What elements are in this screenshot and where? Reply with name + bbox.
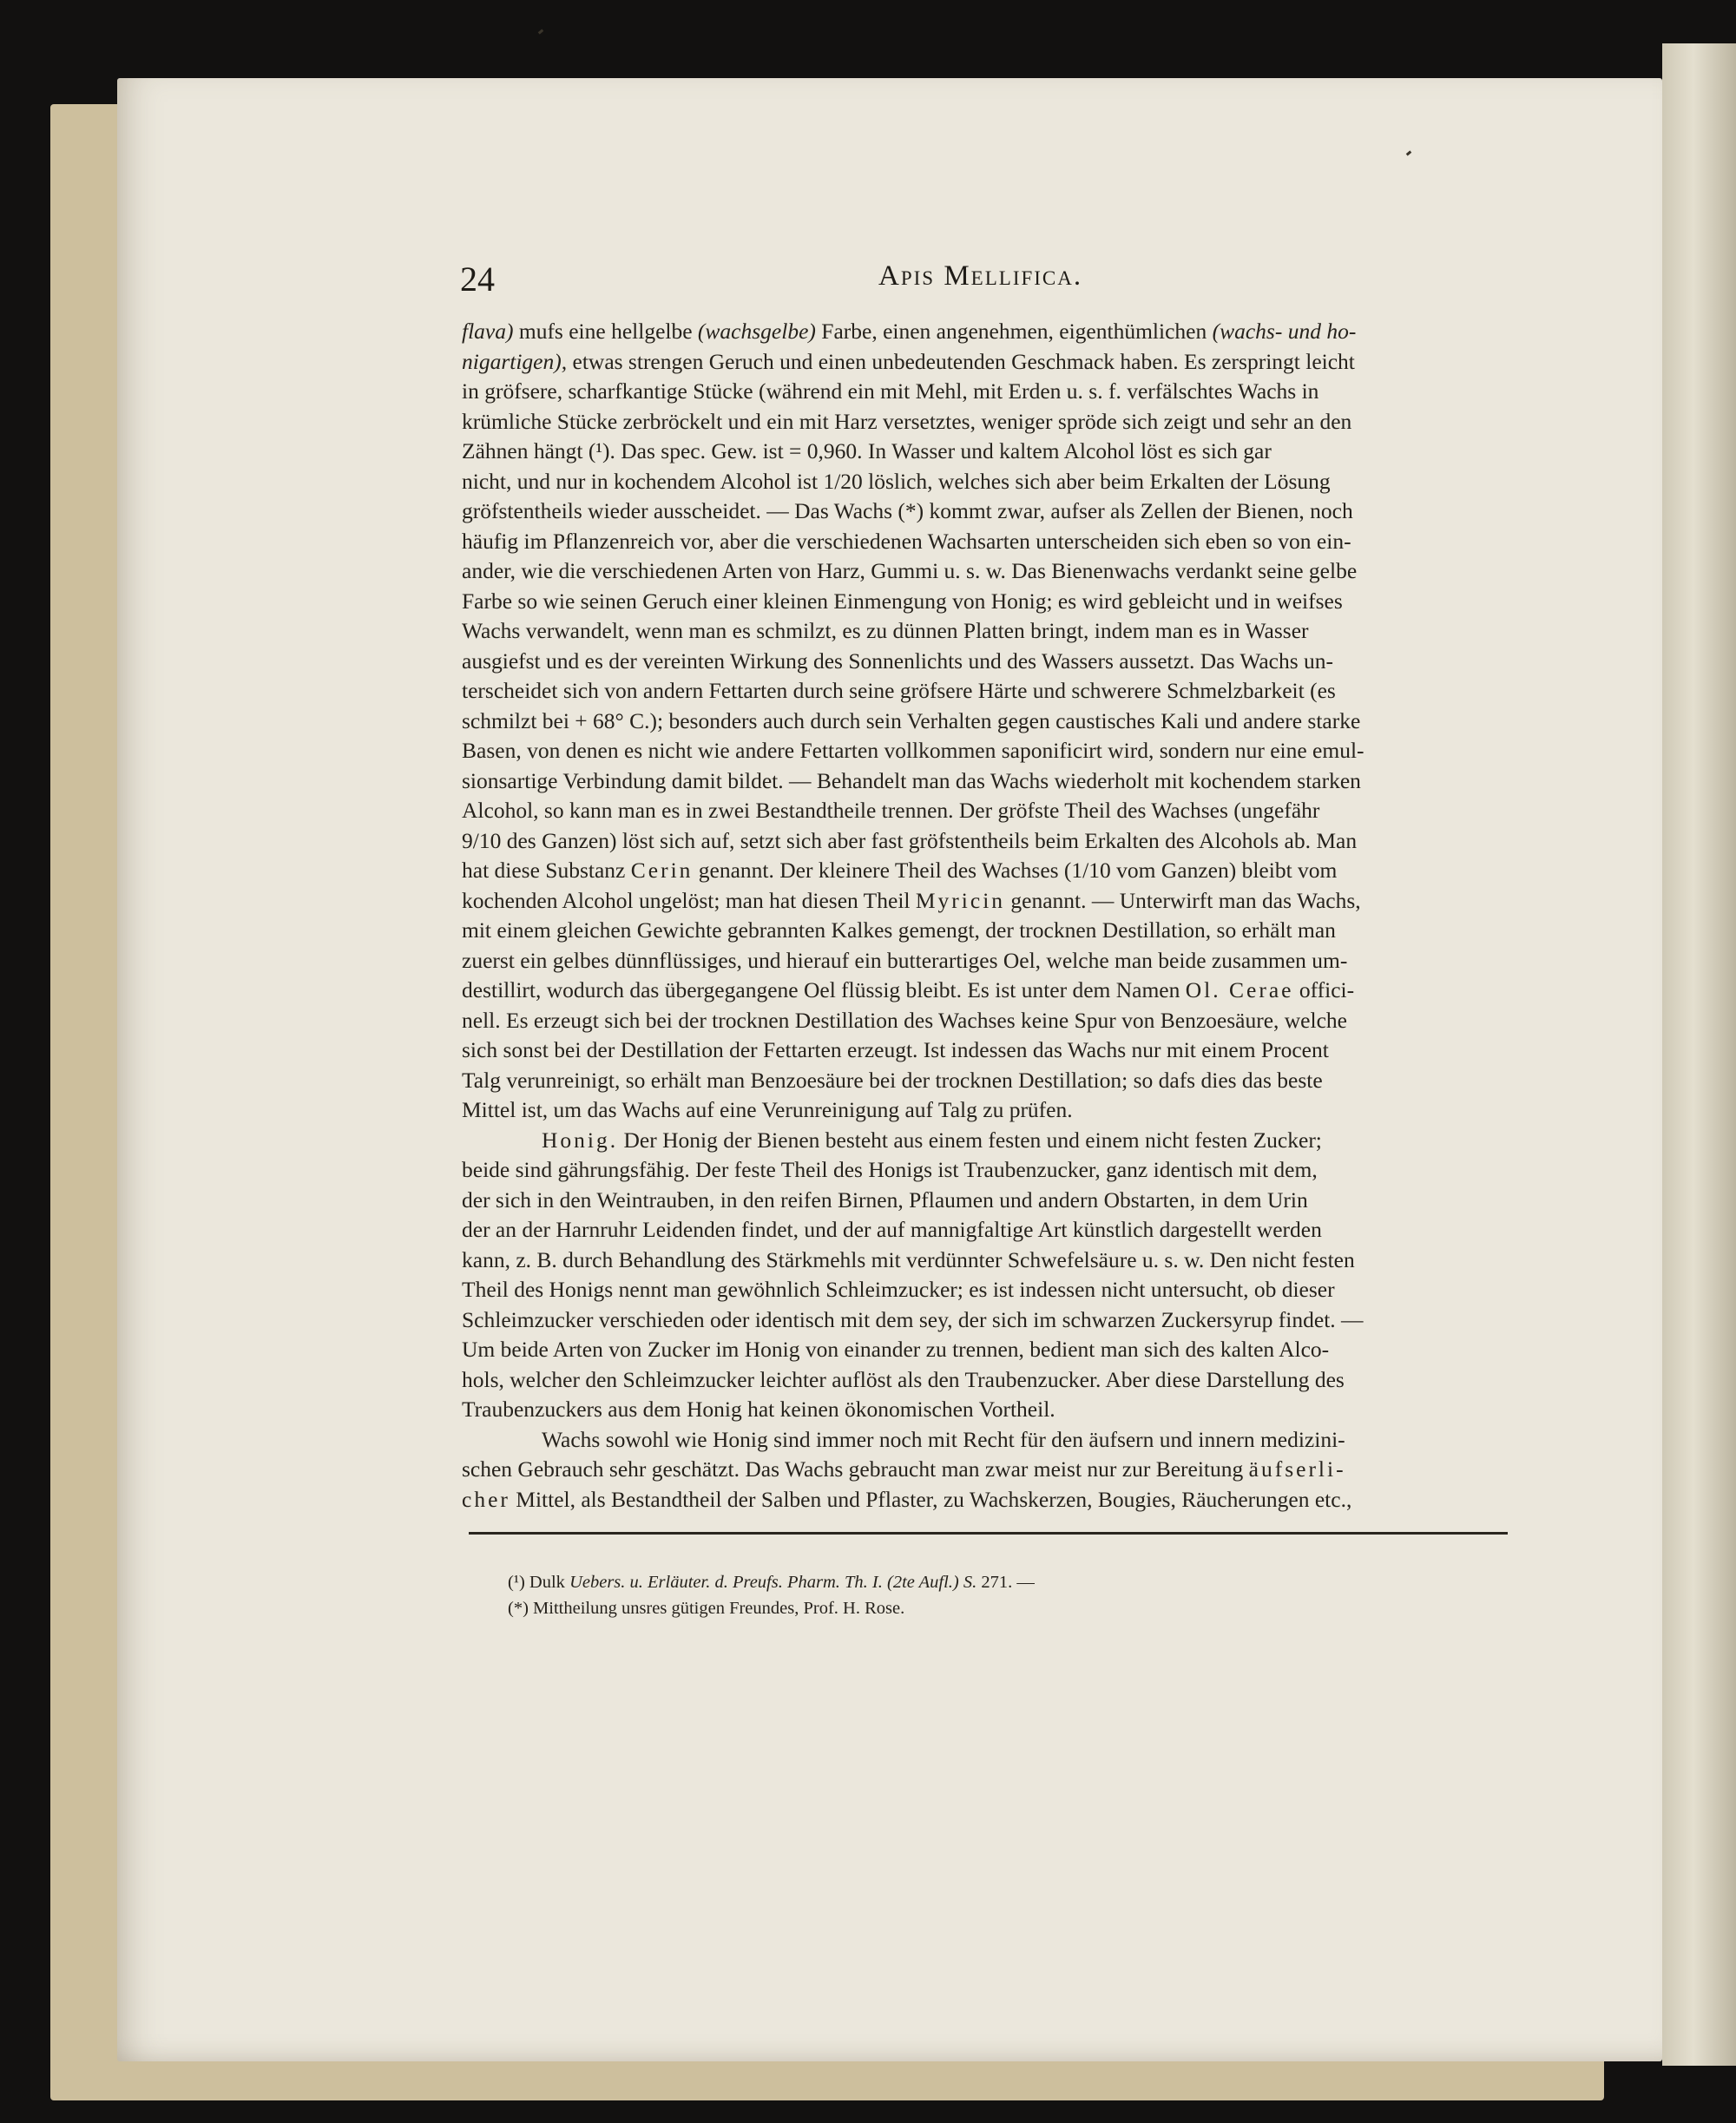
text-line: Mittel ist, um das Wachs auf eine Verunreinigung auf Talg zu prüfen. (462, 1097, 1073, 1122)
text-line: häufig im Pflanzenreich vor, aber die verschiedenen Wachsarten unterscheiden sich eben so von ein- (462, 528, 1351, 554)
spaced-term: cher (462, 1486, 510, 1512)
book-binding-edge (1662, 43, 1736, 2066)
text-line: gröfstentheils wieder ausscheidet. — Das Wachs (*) kommt zwar, aufser als Zellen der Bienen, noch (462, 498, 1353, 523)
text-line: 9/10 des Ganzen) löst sich auf, setzt sich aber fast gröfstentheils beim Erkalten des Alcohols ab. Man (462, 827, 1358, 853)
text-line: Basen, von denen es nicht wie andere Fettarten vollkommen saponificirt wird, sondern nur eine emul- (462, 738, 1364, 763)
text-line: Alcohol, so kann man es in zwei Bestandtheile trennen. Der gröfste Theil des Wachses (ungefähr (462, 798, 1320, 823)
text-line: Traubenzuckers aus dem Honig hat keinen ökonomischen Vortheil. (462, 1397, 1055, 1422)
paragraph-wax (462, 317, 1508, 1126)
text-line: kann, z. B. durch Behandlung des Stärkmehls mit verdünnter Schwefelsäure u. s. w. Den nicht festen (462, 1246, 1355, 1272)
text-line: Um beide Arten von Zucker im Honig von einander zu trennen, bedient man sich des kalten Alco- (462, 1337, 1330, 1362)
text-line: schen Gebrauch sehr geschätzt. Das Wachs gebraucht man zwar meist nur zur Bereitung äufserli- (462, 1456, 1346, 1482)
footnote-2: (*) Mittheilung unsres gütigen Freundes, Prof. H. Rose. (508, 1599, 905, 1618)
paragraph-honey (462, 1126, 1508, 1425)
text-line: destillirt, wodurch das übergegangene Oel flüssig bleibt. Es ist unter dem Namen Ol. Cerae offici- (462, 977, 1355, 1002)
text-line: nigartigen), etwas strengen Geruch und einen unbedeutenden Geschmack haben. Es zerspringt leicht (462, 348, 1355, 374)
text-line: cher Mittel, als Bestandtheil der Salben und Pflaster, zu Wachskerzen, Bougies, Räucherungen etc., (462, 1486, 1352, 1512)
spaced-term: Myricin (915, 887, 1006, 913)
fraction: 1/10 (1071, 858, 1111, 883)
text-line: in gröfsere, scharfkantige Stücke (während ein mit Mehl, mit Erden u. s. f. verfälschtes Wachs in (462, 378, 1319, 404)
text-line: terscheidet sich von andern Fettarten durch seine gröfsere Härte und schwerere Schmelzbarkeit (es (462, 678, 1336, 703)
text-line: Schleimzucker verschieden oder identisch mit dem sey, der sich im schwarzen Zuckersyrup findet. — (462, 1306, 1364, 1332)
text-line: sionsartige Verbindung damit bildet. — Behandelt man das Wachs wiederholt mit kochendem starken (462, 767, 1361, 793)
text-line: Farbe so wie seinen Geruch einer kleinen Einmengung von Honig; es wird gebleicht und in weifses (462, 588, 1343, 614)
footnotes (508, 1569, 1463, 1621)
fraction: 9/10 (462, 827, 502, 853)
body-text (462, 317, 1508, 1515)
text-line: kochenden Alcohol ungelöst; man hat diesen Theil Myricin genannt. — Unterwirft man das Wachs, (462, 887, 1361, 913)
text-line: Talg verunreinigt, so erhält man Benzoesäure bei der trocknen Destillation; so dafs dies das beste (462, 1067, 1323, 1093)
page-speck (538, 29, 544, 34)
text-line: hols, welcher den Schleimzucker leichter auflöst als den Traubenzucker. Aber diese Darstellung des (462, 1366, 1345, 1392)
text-line: Wachs verwandelt, wenn man es schmilzt, es zu dünnen Platten bringt, indem man es in Wasser (462, 618, 1309, 643)
text-line: zuerst ein gelbes dünnflüssiges, und hierauf ein butterartiges Oel, welche man beide zusammen um- (462, 947, 1348, 973)
running-title: Apis Mellifica. (878, 260, 1083, 292)
text-line: flava) mufs eine hellgelbe (wachsgelbe) Farbe, einen angenehmen, eigenthümlichen (wachs- und ho- (462, 319, 1357, 344)
text-line: der an der Harnruhr Leidenden findet, und der auf mannigfaltige Art künstlich dargestellt werden (462, 1217, 1322, 1242)
fraction: 1/20 (823, 468, 863, 494)
spaced-term: Cerin (630, 858, 694, 883)
page-speck (1406, 150, 1412, 155)
text-line: mit einem gleichen Gewichte gebrannten Kalkes gemengt, der trocknen Destillation, so erhält man (462, 917, 1336, 943)
text-line: ander, wie die verschiedenen Arten von Harz, Gummi u. s. w. Das Bienenwachs verdankt seine gelbe (462, 558, 1358, 583)
text-line: krümliche Stücke zerbröckelt und ein mit Harz versetztes, weniger spröde sich zeigt und sehr an den (462, 408, 1352, 434)
text-line: Honig. Der Honig der Bienen besteht aus einem festen und einem nicht festen Zucker; (542, 1127, 1322, 1153)
paragraph-uses (462, 1425, 1508, 1515)
text-line: nicht, und nur in kochendem Alcohol ist 1/20 löslich, welches sich aber beim Erkalten der Lösung (462, 468, 1331, 494)
text-line: der sich in den Weintrauben, in den reifen Birnen, Pflaumen und andern Obstarten, in dem Urin (462, 1186, 1308, 1213)
text-line: beide sind gährungsfähig. Der feste Theil des Honigs ist Traubenzucker, ganz identisch mit dem, (462, 1157, 1318, 1182)
text-line: ausgiefst und es der vereinten Wirkung des Sonnenlichts und des Wassers aussetzt. Das Wachs un- (462, 647, 1334, 674)
text-line: Theil des Honigs nennt man gewöhnlich Schleimzucker; es ist indessen nicht untersucht, ob dieser (462, 1277, 1335, 1302)
text-line: schmilzt bei + 68° C.); besonders auch durch sein Verhalten gegen caustisches Kali und andere starke (462, 707, 1361, 733)
running-head (460, 259, 1506, 302)
page-number: 24 (460, 260, 495, 299)
text-line: Zähnen hängt (¹). Das spec. Gew. ist = 0,960. In Wasser und kaltem Alcohol löst es sich gar (462, 438, 1272, 463)
text-line: nell. Es erzeugt sich bei der trocknen Destillation des Wachses keine Spur von Benzoesäure, welche (462, 1007, 1347, 1033)
footnote-1: (¹) Dulk Uebers. u. Erläuter. d. Preufs. Pharm. Th. I. (2te Aufl.) S. 271. — (508, 1573, 1035, 1592)
spaced-term: äufserli- (1248, 1456, 1346, 1482)
text-line: Wachs sowohl wie Honig sind immer noch mit Recht für den äufsern und innern medizini- (542, 1426, 1345, 1452)
footnote-rule (469, 1532, 1508, 1535)
spaced-term: Honig. (542, 1127, 619, 1153)
spaced-term: Ol. Cerae (1185, 977, 1294, 1002)
text-line: sich sonst bei der Destillation der Fettarten erzeugt. Ist indessen das Wachs nur mit einem Procent (462, 1037, 1329, 1062)
text-line: hat diese Substanz Cerin genannt. Der kleinere Theil des Wachses (1/10 vom Ganzen) bleibt vom (462, 858, 1338, 883)
